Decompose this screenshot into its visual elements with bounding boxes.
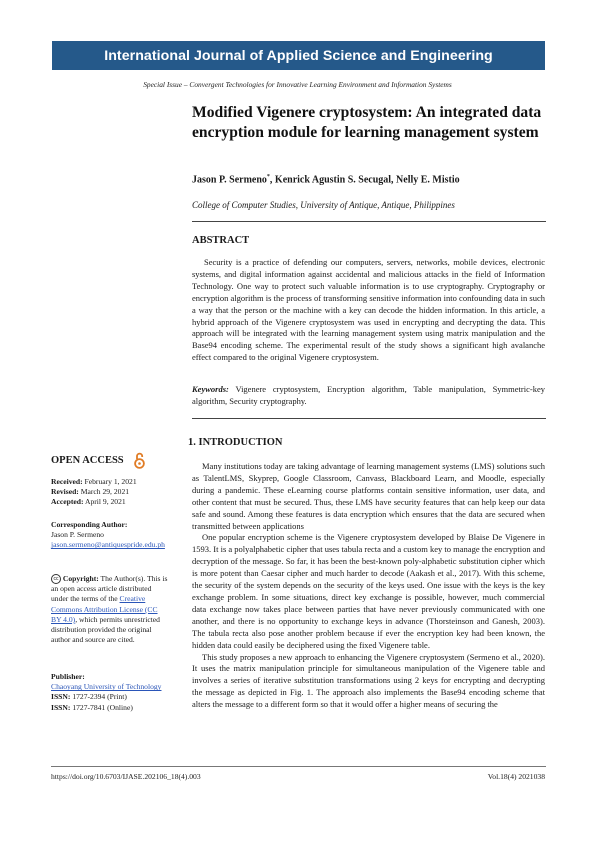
copyright-notice bbox=[51, 574, 169, 645]
corresponding-author-label: Corresponding Author: bbox=[51, 520, 128, 529]
abstract-text: Security is a practice of defending our computers, servers, networks, mobile devices, electronic systems, and digital information against accidental and malicious attacks in the field of Information Technology. One way to protect such valuable information is to use cryptography. Cryptography or encryption algorithm is the process of transforming sensitive information into confounding data in such a way that the person or the machine with a key can decode the hidden information. In this article, a hybrid approach of the Vigenere cryptosystem was used in encrypting and decrypting the data. This approach will be integrated with the learning management system using matrix manipulation and the Base94 encoding scheme. The experimental result of the study shows a significant high avalanche effect compared to the original Vigenere cryptosystem. bbox=[192, 257, 545, 363]
other-authors: , Kenrick Agustin S. Secugal, Nelly E. Mistio bbox=[269, 174, 460, 186]
copyright-label: Copyright: bbox=[62, 574, 99, 583]
publisher-info bbox=[51, 672, 169, 713]
abstract-heading: ABSTRACT bbox=[192, 235, 250, 246]
footer-divider bbox=[51, 766, 546, 767]
journal-name: International Journal of Applied Science and Engineering bbox=[104, 47, 493, 64]
open-access-heading bbox=[51, 452, 145, 469]
footer-doi[interactable]: https://doi.org/10.6703/IJASE.202106_18(4).003 bbox=[51, 772, 201, 781]
paper-title: Modified Vigenere cryptosystem: An integrated data encryption module for learning management system bbox=[192, 104, 542, 141]
article-dates bbox=[51, 477, 169, 508]
publisher-link[interactable]: Chaoyang University of Technology bbox=[51, 682, 162, 692]
journal-banner bbox=[52, 41, 545, 70]
accepted-date: Accepted: April 9, 2021 bbox=[51, 497, 126, 507]
keywords-list: Vigenere cryptosystem, Encryption algorithm, Table manipulation, Symmetric-key algorithm, Security cryptography. bbox=[192, 384, 545, 406]
divider-middle bbox=[192, 418, 546, 419]
publisher-label: Publisher: bbox=[51, 672, 85, 681]
divider-top bbox=[192, 221, 546, 222]
cc-license-link[interactable]: Creative Commons Attribution License (CC BY 4.0) bbox=[51, 594, 158, 624]
creative-commons-icon: cc bbox=[51, 574, 61, 584]
open-access-label: OPEN ACCESS bbox=[51, 455, 124, 466]
issn-online: ISSN: 1727-7841 (Online) bbox=[51, 702, 133, 712]
intro-paragraph: Many institutions today are taking advantage of learning management systems (LMS) solutions such as TalentLMS, Skyprep, Google Classroom, Canvass, Blackboard Learn, and Moodle, especially during a pandemic. These eLearning course platforms contain sensitive information, user data, and other content that must be secured. Thus, these LMS have security features that can help keep our data safe and sound. Among these features is data encryption which ensures that the data are secured when transmitted between applications bbox=[192, 461, 545, 531]
first-author: Jason P. Sermeno bbox=[192, 174, 267, 186]
corresponding-author-name: Jason P. Sermeno bbox=[51, 530, 104, 540]
corresponding-author-email[interactable]: jason.sermeno@antiquespride.edu.ph bbox=[51, 540, 165, 550]
corresponding-mark: * bbox=[266, 174, 270, 180]
introduction-heading: 1. INTRODUCTION bbox=[188, 437, 283, 448]
copyright-text-end: , which permits unrestricted distribution provided the original author and source are cited. bbox=[51, 614, 160, 645]
intro-paragraph: This study proposes a new approach to enhancing the Vigenere cryptosystem (Sermeno et al., 2020). It uses the matrix manipulation principle for simultaneous manipulation of the Vigenere table and involves a series of iterative substitution transformations using 2 keys for encrypting and decrypting the message as depicted in Fig. 1. The approach also implements the Base94 encoding scheme that alters the message to a different form so that it would offer a higher means of securing the bbox=[192, 651, 545, 710]
introduction-body bbox=[192, 461, 545, 711]
corresponding-author bbox=[51, 520, 169, 551]
keywords bbox=[192, 384, 545, 408]
open-access-lock-icon bbox=[134, 452, 145, 469]
keywords-label: Keywords: bbox=[192, 384, 229, 394]
received-date: Received: February 1, 2021 bbox=[51, 477, 137, 486]
issn-print: ISSN: 1727-2394 (Print) bbox=[51, 692, 127, 702]
special-issue-line: Special Issue – Convergent Technologies for Innovative Learning Environment and Information Systems bbox=[143, 80, 452, 89]
footer-volume: Vol.18(4) 2021038 bbox=[487, 772, 545, 781]
intro-paragraph: One popular encryption scheme is the Vigenere cryptosystem developed by Blaise De Vigenere in 1593. It is a polyalphabetic cipher that uses tabula recta and a custom key to manage the encryption and decryption of the message. So far, it has been the best-known poly-alphabetic substitution cipher which is more potent than Caesar cipher and much harder to decode (Aakash et al., 2017). With this scheme, the security of the system depends on the security of the keys used. One issue with the keys is the key exchange problem. In some situations, direct key exchange is possible, however, much commercial data exchange now takes place between parties that have never previously communicated with one another, and there is no opportunity to exchange keys in advance (Thorsteinson and Ganesh, 2003). The tabula recta also pose another problem because if ever the encryption key had been known, the hidden data could easily be deciphered using the fixed Vigenere table. bbox=[192, 532, 545, 650]
author-list bbox=[192, 174, 460, 185]
affiliation: College of Computer Studies, University of Antique, Antique, Philippines bbox=[192, 200, 455, 210]
revised-date: Revised: March 29, 2021 bbox=[51, 487, 130, 497]
copyright-text: The Author(s). This is an open access article distributed under the terms of the bbox=[51, 574, 168, 604]
